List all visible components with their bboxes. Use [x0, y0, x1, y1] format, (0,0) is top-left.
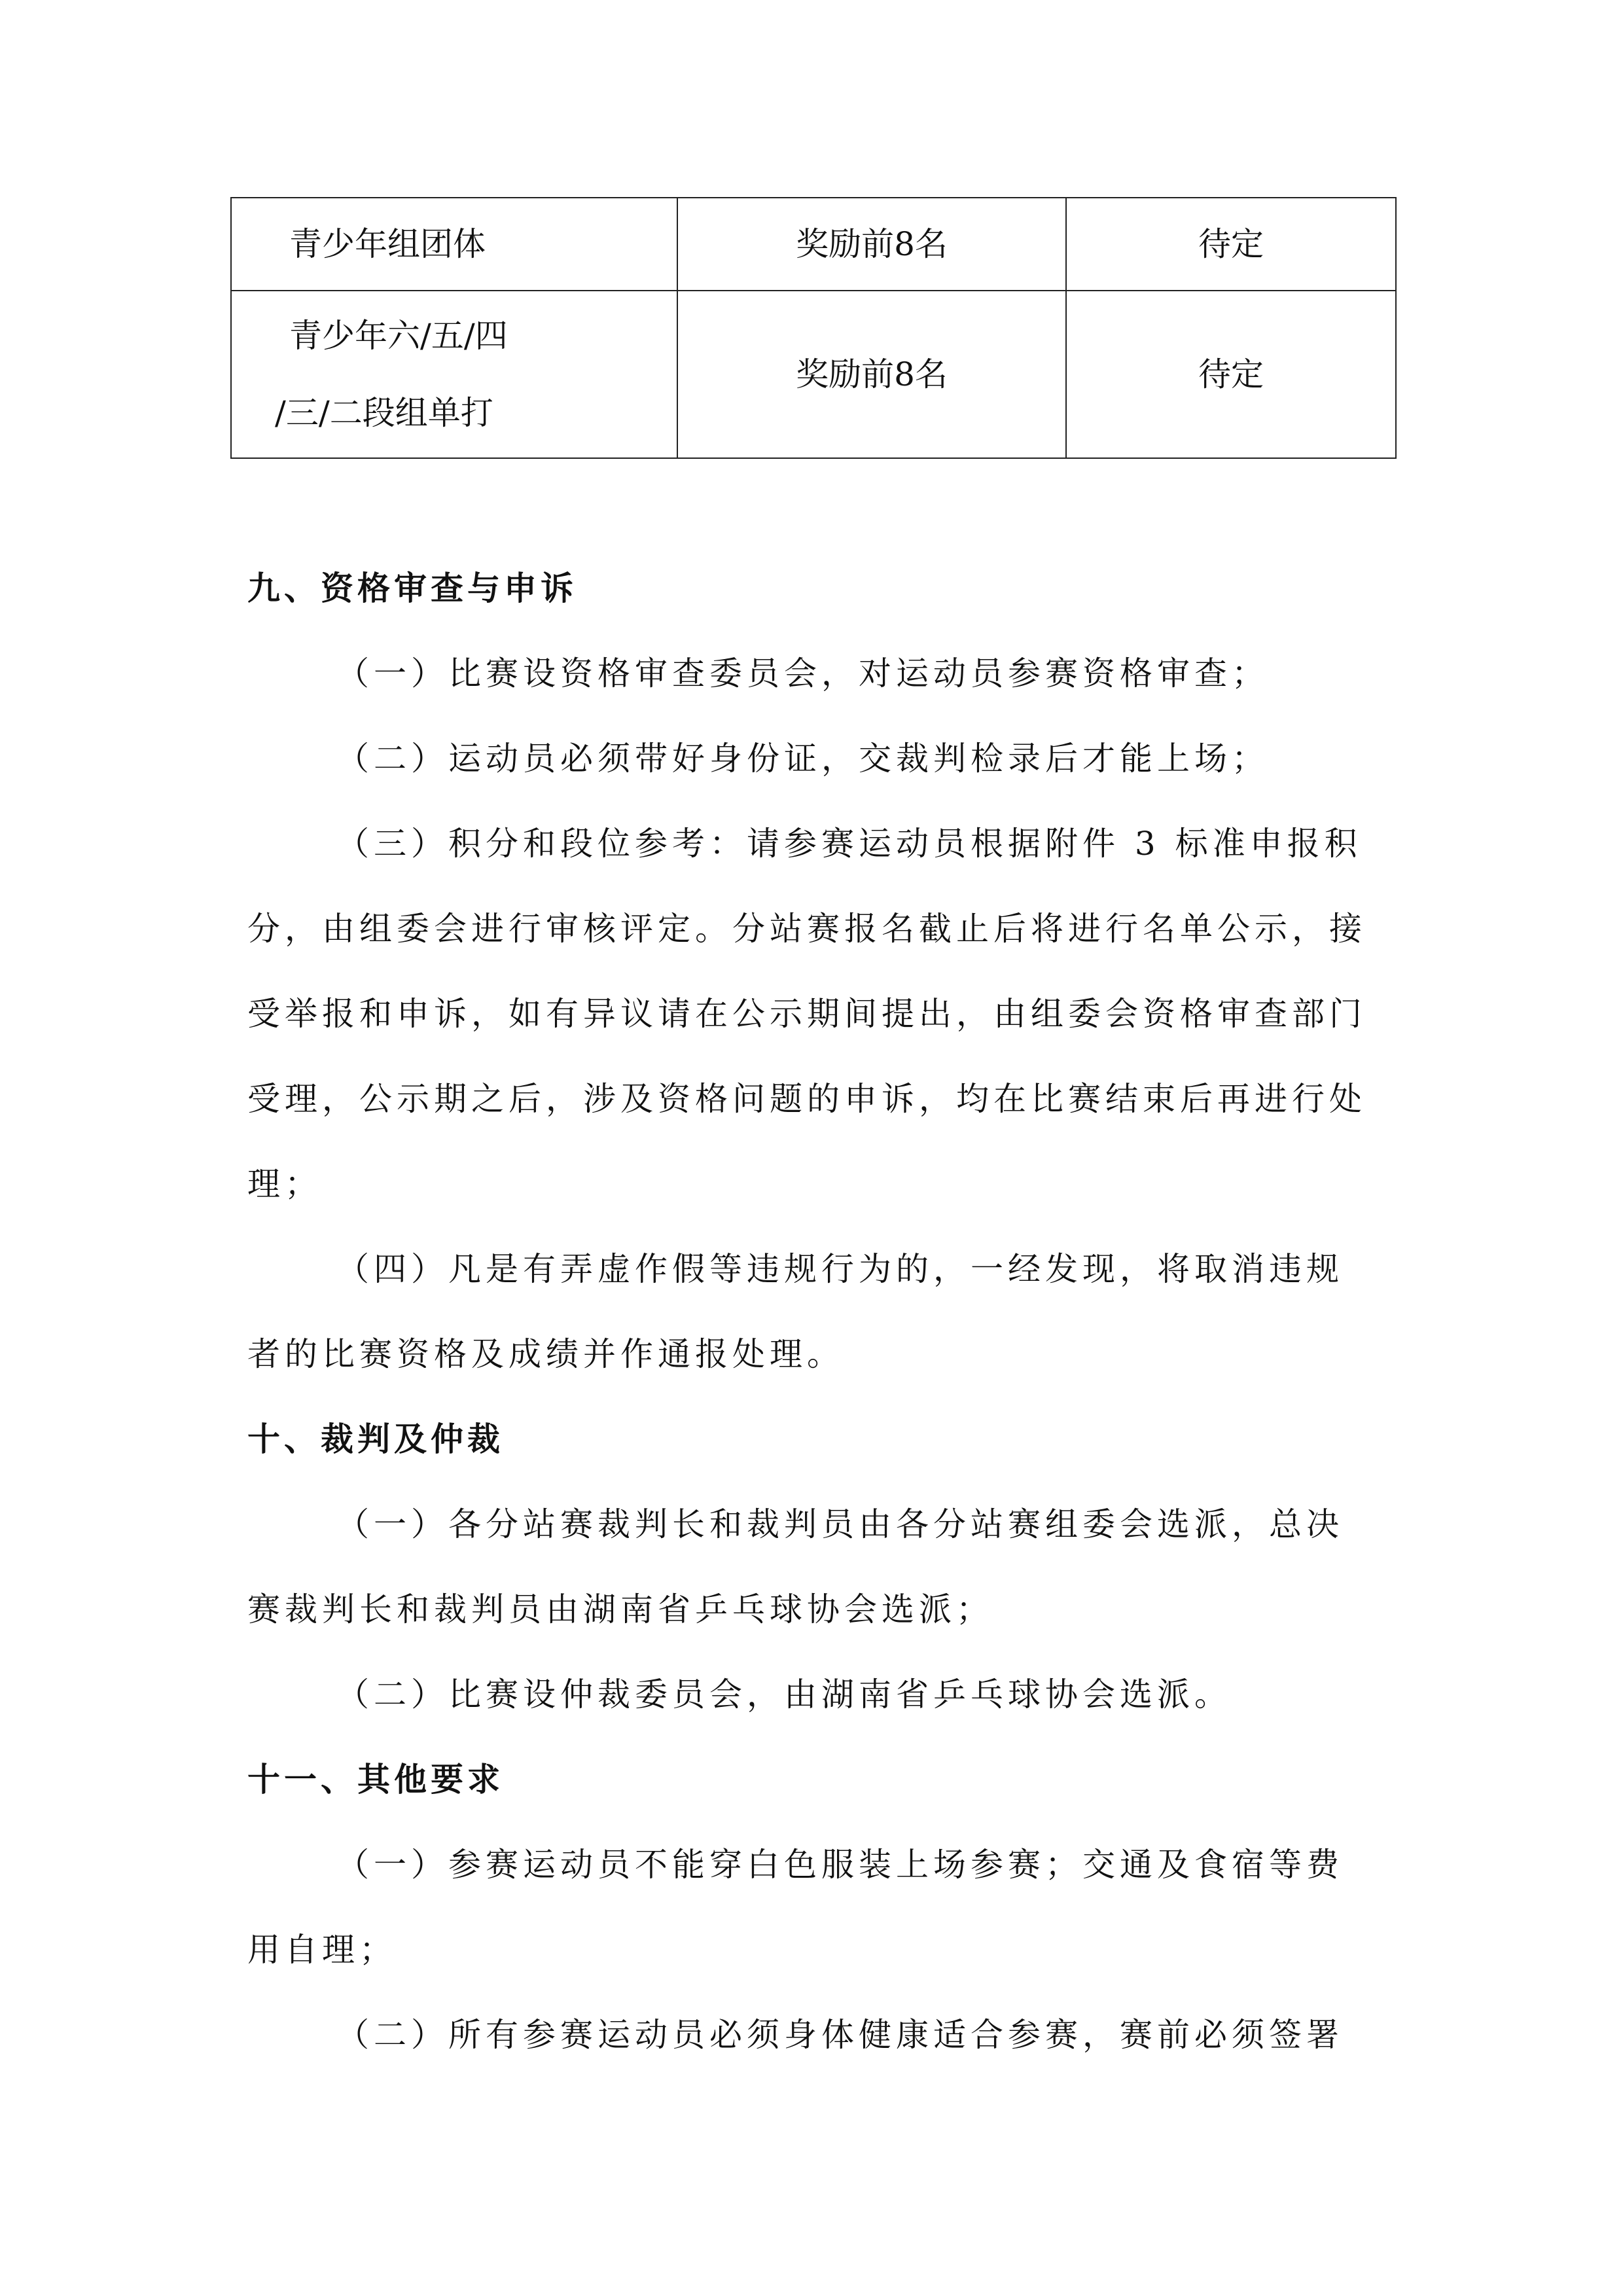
paragraph: （一）参赛运动员不能穿白色服装上场参赛；交通及食宿等费用自理； — [247, 1846, 1344, 1969]
table-cell-group — [231, 291, 677, 458]
table-row — [231, 291, 1396, 458]
paragraph: （二）所有参赛运动员必须身体健康适合参赛，赛前必须签署 — [336, 2016, 1344, 2054]
paragraph: （二）比赛设仲裁委员会，由湖南省乒乓球协会选派。 — [336, 1676, 1232, 1713]
paragraph: （二）运动员必须带好身份证，交裁判检录后才能上场； — [336, 740, 1269, 778]
section-heading: 十一、其他要求 — [247, 1761, 504, 1799]
paragraph: （三）积分和段位参考：请参赛运动员根据附件 3 标准申报积分，由组委会进行审核评定。分站赛报名截止后将进行名单公示，接受举报和申诉，如有异议请在公示期间提出，由组委会资格审查部门受理，公示期之后，涉及资格问题的申诉，均在比赛结束后再进行处理； — [247, 825, 1366, 1203]
table-cell-group: 青少年组团体 — [231, 198, 677, 291]
table-row — [231, 198, 1396, 291]
paragraph: （一）比赛设资格审查委员会，对运动员参赛资格审查； — [336, 655, 1269, 692]
table-cell-prize: 待定 — [1066, 198, 1396, 291]
section-heading: 九、资格审查与申诉 — [247, 569, 577, 607]
section-heading: 十、裁判及仲裁 — [247, 1420, 504, 1458]
table-cell-group-line2: /三/二段组单打 — [275, 394, 493, 432]
paragraph: （四）凡是有弄虚作假等违规行为的，一经发现，将取消违规者的比赛资格及成绩并作通报处理。 — [247, 1250, 1344, 1373]
section-9 — [247, 546, 1374, 2077]
table-cell-award: 奖励前8名 — [677, 198, 1066, 291]
table-cell-award: 奖励前8名 — [677, 291, 1066, 458]
paragraph: （一）各分站赛裁判长和裁判员由各分站赛组委会选派，总决赛裁判长和裁判员由湖南省乒乓球协会选派； — [247, 1505, 1344, 1628]
table-cell-group-line1: 青少年六/五/四 — [289, 317, 508, 355]
awards-table — [230, 197, 1397, 459]
table-cell-prize: 待定 — [1066, 291, 1396, 458]
